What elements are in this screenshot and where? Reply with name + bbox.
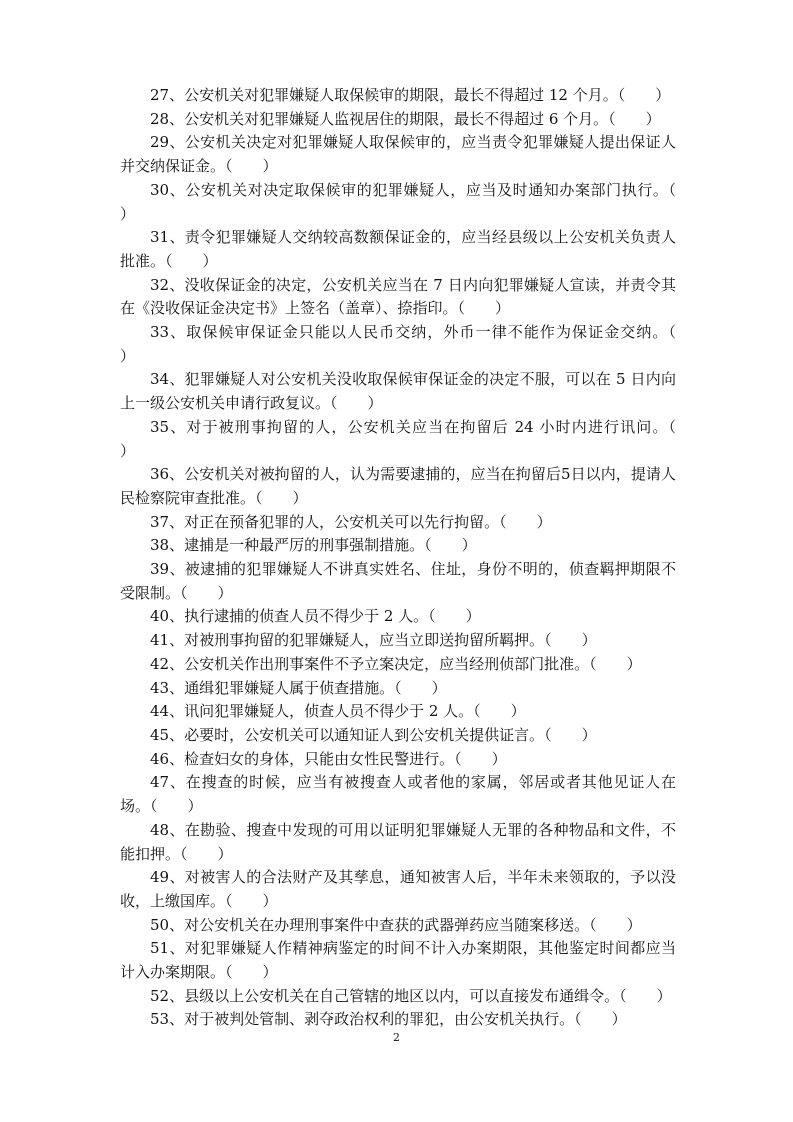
question-item: 47、在搜查的时候，应当有被搜查人或者他的家属，邻居或者其他见证人在场。（ ） [120, 773, 676, 816]
question-item: 51、对犯罪嫌疑人作精神病鉴定的时间不计入办案期限，其他鉴定时间都应当计入办案期限。（ ） [120, 939, 676, 982]
question-item: 29、公安机关决定对犯罪嫌疑人取保候审的，应当责令犯罪嫌疑人提出保证人并交纳保证金。（ ） [120, 133, 676, 176]
question-item: 35、对于被刑事拘留的人，公安机关应当在拘留后 24 小时内进行讯问。（ ） [120, 417, 707, 460]
question-item: 31、责令犯罪嫌疑人交纳较高数额保证金的，应当经县级以上公安机关负责人批准。（ ） [120, 228, 676, 270]
question-item: 28、公安机关对犯罪嫌疑人监视居住的期限，最长不得超过 6 个月。（ ） [150, 109, 661, 128]
question-item: 27、公安机关对犯罪嫌疑人取保候审的期限，最长不得超过 12 个月。（ ） [150, 86, 671, 104]
question-item: 38、逮捕是一种最严厉的刑事强制措施。（ ） [150, 536, 477, 555]
question-item: 37、对正在预备犯罪的人，公安机关可以先行拘留。（ ） [150, 512, 552, 531]
question-item: 33、取保候审保证金只能以人民币交纳，外币一律不能作为保证金交纳。（ ） [120, 323, 707, 365]
question-item: 46、检查妇女的身体，只能由女性民警进行。（ ） [150, 749, 507, 768]
question-item: 34、犯罪嫌疑人对公安机关没收取保候审保证金的决定不服，可以在 5 日内向上一级公安机关申请行政复议。（ ） [120, 370, 676, 413]
question-item: 40、执行逮捕的侦查人员不得少于 2 人。（ ） [150, 607, 481, 626]
question-item: 39、被逮捕的犯罪嫌疑人不讲真实姓名、住址，身份不明的，侦查羁押期限不受限制。（ ） [120, 560, 676, 602]
question-item: 42、公安机关作出刑事案件不予立案决定，应当经刑侦部门批准。（ ） [150, 654, 642, 673]
question-item: 52、县级以上公安机关在自己管辖的地区以内，可以直接发布通缉令。（ ） [150, 986, 672, 1005]
question-item: 32、没收保证金的决定，公安机关应当在 7 日内向犯罪嫌疑人宣读，并责令其在《没收保证金决定书》上签名（盖章）、捺指印。（ ） [120, 275, 676, 318]
question-item: 49、对被害人的合法财产及其孳息，通知被害人后，半年未来领取的，予以没收，上缴国库。（ ） [120, 868, 676, 910]
question-item: 41、对被刑事拘留的犯罪嫌疑人，应当立即送拘留所羁押。（ ） [150, 631, 597, 650]
question-item: 48、在勘验、搜查中发现的可用以证明犯罪嫌疑人无罪的各种物品和文件，不能扣押。（ ） [120, 820, 676, 863]
question-item: 45、必要时，公安机关可以通知证人到公安机关提供证言。（ ） [150, 725, 597, 744]
question-item: 36、公安机关对被拘留的人，认为需要逮捕的，应当在拘留后5日以内，提请人民检察院审查批准。（ ） [120, 465, 676, 507]
question-item: 50、对公安机关在办理刑事案件中查获的武器弹药应当随案移送。（ ） [150, 915, 642, 934]
question-item: 44、讯问犯罪嫌疑人，侦查人员不得少于 2 人。（ ） [150, 702, 526, 721]
question-item: 30、公安机关对决定取保候审的犯罪嫌疑人，应当及时通知办案部门执行。（ ） [120, 180, 707, 223]
question-list [120, 84, 707, 1032]
question-item: 43、通缉犯罪嫌疑人属于侦查措施。（ ） [150, 678, 447, 697]
question-item: 53、对于被判处管制、剥夺政治权利的罪犯，由公安机关执行。（ ） [150, 1010, 627, 1029]
page-number: 2 [393, 1031, 400, 1044]
